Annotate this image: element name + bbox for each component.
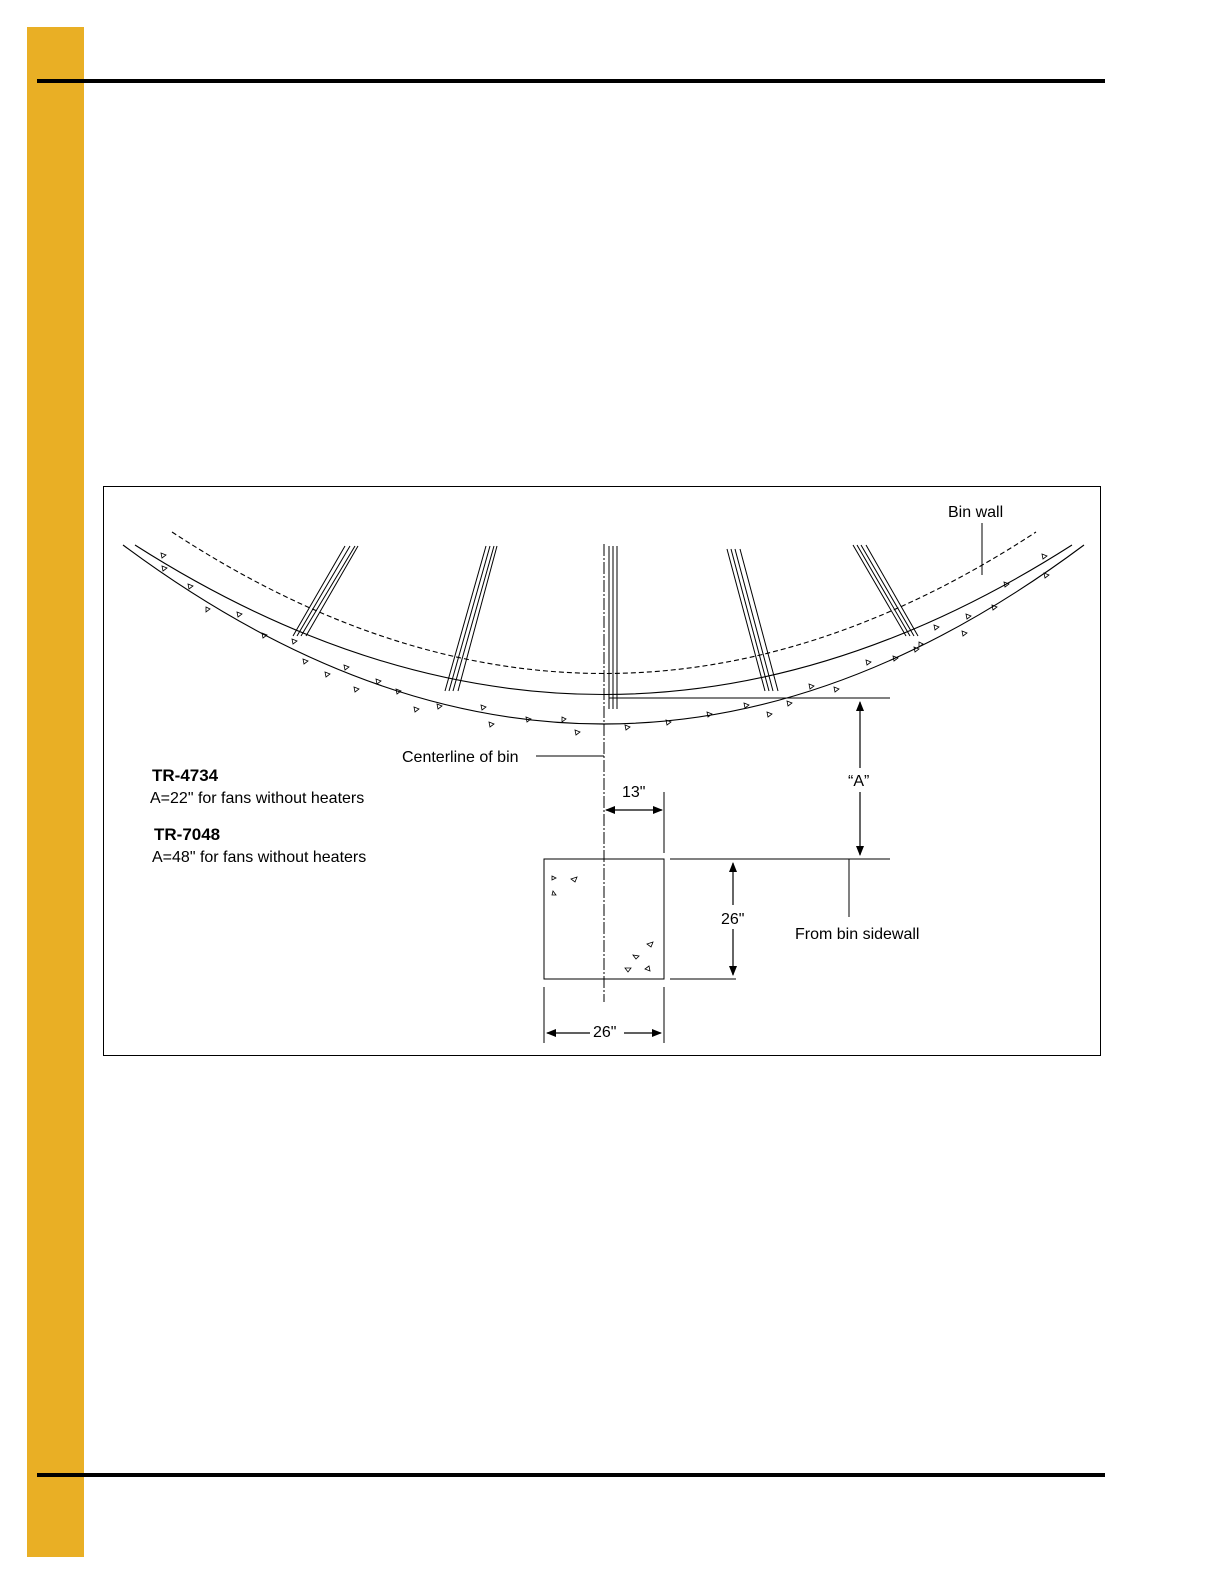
pad-aggregate-marks: [552, 876, 653, 972]
side-color-band: [27, 27, 84, 1557]
figure-frame: [103, 486, 1101, 1056]
dim-26-horizontal-label: 26": [593, 1024, 617, 1041]
concrete-aggregate-marks: [161, 553, 1049, 735]
dim-13-label: 13": [622, 784, 646, 801]
note-text-2: A=48" for fans without heaters: [152, 849, 367, 866]
header-rule: [37, 79, 1105, 83]
from-sidewall-label: From bin sidewall: [795, 926, 920, 943]
centerline-label: Centerline of bin: [402, 749, 519, 766]
floor-support-lines: [293, 545, 918, 709]
note-model-1: TR-4734: [152, 766, 219, 785]
dim-a-label: “A”: [848, 773, 870, 790]
note-model-2: TR-7048: [154, 825, 221, 844]
model-notes: [150, 766, 366, 866]
bin-wall-label: Bin wall: [948, 504, 1004, 521]
footer-rule: [37, 1473, 1105, 1477]
fan-pad-diagram: [104, 487, 1102, 1057]
note-text-1: A=22" for fans without heaters: [150, 790, 365, 807]
dim-26-vertical-label: 26": [721, 911, 745, 928]
